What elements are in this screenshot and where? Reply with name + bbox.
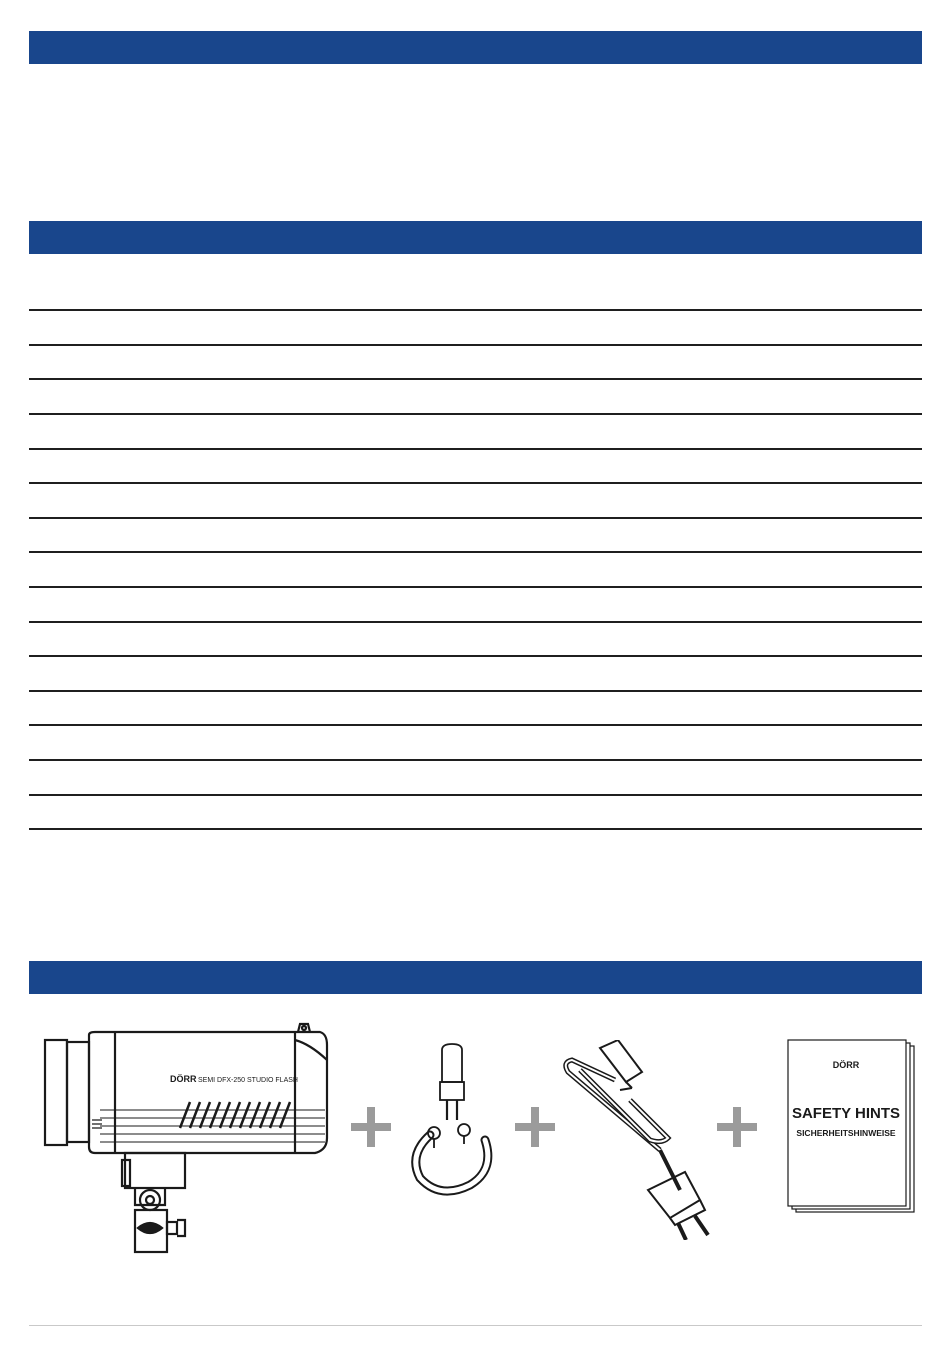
table-row-rule (29, 482, 922, 484)
table-row-rule (29, 586, 922, 588)
table-row-rule (29, 413, 922, 415)
flash-brand-label: DÖRR (170, 1074, 197, 1084)
table-row-rule (29, 655, 922, 657)
table-row-rule (29, 309, 922, 311)
safety-hints-booklet-icon (784, 1038, 919, 1216)
table-row-rule (29, 690, 922, 692)
table-row-rule (29, 759, 922, 761)
booklet-brand: DÖRR (832, 1060, 860, 1070)
plus-icon-2 (515, 1107, 555, 1147)
flash-tube-and-modeling-lamp-icon (400, 1040, 510, 1200)
section-bar-3 (29, 961, 922, 994)
table-row-rule (29, 551, 922, 553)
section-bar-1 (29, 31, 922, 64)
power-cable-icon (560, 1040, 720, 1240)
table-row-rule (29, 794, 922, 796)
table-row-rule (29, 621, 922, 623)
table-row-rule (29, 344, 922, 346)
section-bar-2 (29, 221, 922, 254)
studio-flash-icon (40, 1020, 340, 1260)
footer-rule (29, 1325, 922, 1326)
table-row-rule (29, 828, 922, 830)
table-row-rule (29, 378, 922, 380)
booklet-subtitle: SICHERHEITSHINWEISE (796, 1128, 896, 1138)
plus-icon-3 (717, 1107, 757, 1147)
booklet-title: SAFETY HINTS (791, 1105, 901, 1122)
table-row-rule (29, 517, 922, 519)
table-row-rule (29, 448, 922, 450)
table-row-rule (29, 724, 922, 726)
flash-model-label: SEMI DFX-250 STUDIO FLASH (198, 1077, 298, 1084)
plus-icon-1 (351, 1107, 391, 1147)
